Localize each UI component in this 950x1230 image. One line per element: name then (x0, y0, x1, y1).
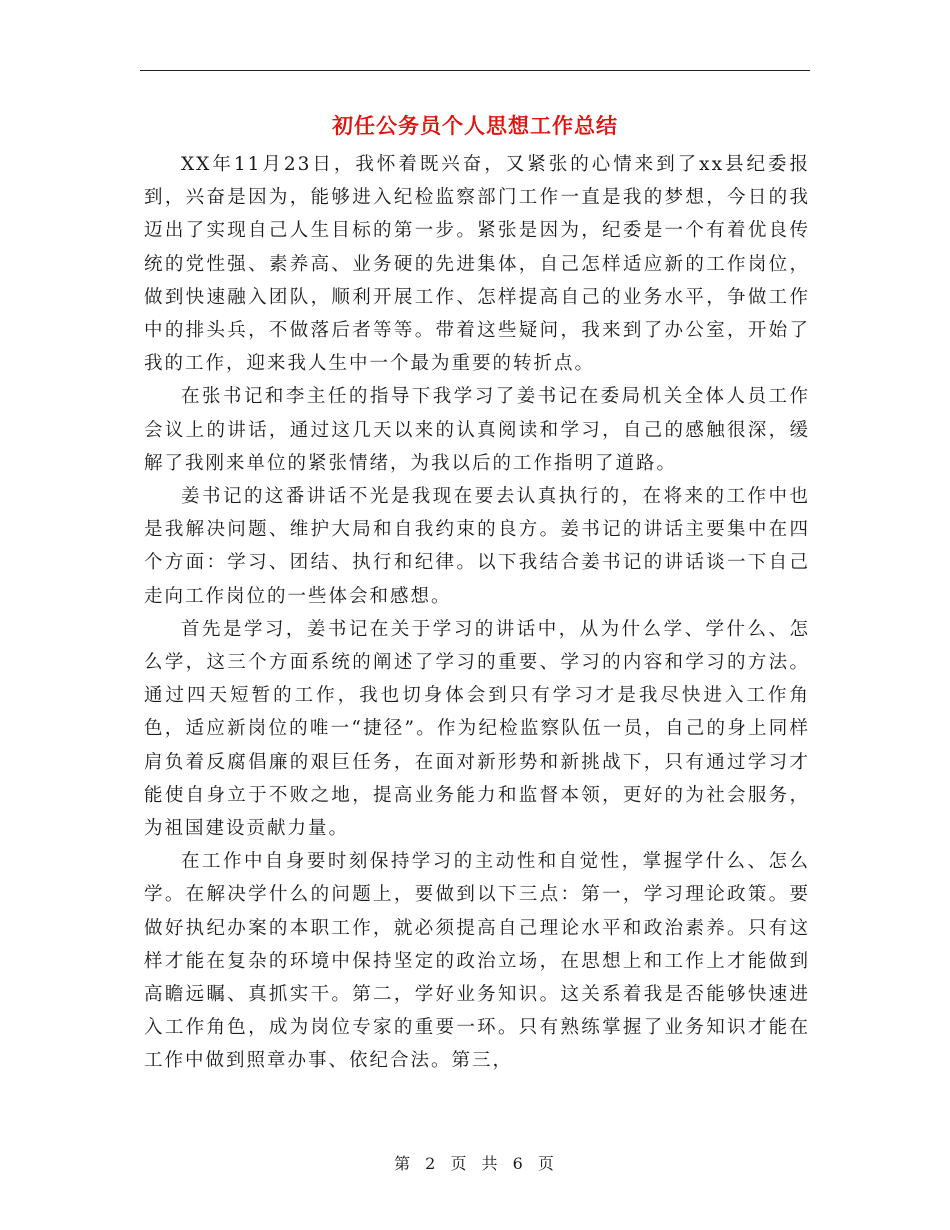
paragraph: 在工作中自身要时刻保持学习的主动性和自觉性，掌握学什么、怎么学。在解决学什么的问题上，要做到以下三点：第一，学习理论政策。要做好执纪办案的本职工作，就必须提高自己理论水平和政治素养。只有这样才能在复杂的环境中保持坚定的政治立场，在思想上和工作上才能做到高瞻远瞩、真抓实干。第二，学好业务知识。这关系着我是否能够快速进入工作角色，成为岗位专家的重要一环。只有熟练掌握了业务知识才能在工作中做到照章办事、依纪合法。第三， (144, 851, 810, 1072)
paragraph: 首先是学习，姜书记在关于学习的讲话中，从为什么学、学什么、怎么学，这三个方面系统的阐述了学习的重要、学习的内容和学习的方法。通过四天短暂的工作，我也切身体会到只有学习才是我尽快进入工作角色，适应新岗位的唯一“捷径”。作为纪检监察队伍一员，自己的身上同样肩负着反腐倡廉的艰巨任务，在面对新形势和新挑战下，只有通过学习才能使自身立于不败之地，提高业务能力和监督本领，更好的为社会服务，为祖国建设贡献力量。 (144, 618, 810, 840)
document-body (144, 148, 810, 1078)
header-rule (140, 70, 810, 71)
paragraph: 在张书记和李主任的指导下我学习了姜书记在委局机关全体人员工作会议上的讲话，通过这几天以来的认真阅读和学习，自己的感触很深，缓解了我刚来单位的紧张情绪，为我以后的工作指明了道路。 (144, 386, 810, 474)
paragraph: XX年11月23日，我怀着既兴奋，又紧张的心情来到了xx县纪委报到，兴奋是因为，能够进入纪检监察部门工作一直是我的梦想，今日的我迈出了实现自己人生目标的第一步。紧张是因为，纪委是一个有着优良传统的党性强、素养高、业务硬的先进集体，自己怎样适应新的工作岗位，做到快速融入团队，顺利开展工作、怎样提高自己的业务水平，争做工作中的排头兵，不做落后者等等。带着这些疑问，我来到了办公室，开始了我的工作，迎来我人生中一个最为重要的转折点。 (144, 154, 810, 375)
paragraph: 姜书记的这番讲话不光是我现在要去认真执行的，在将来的工作中也是我解决问题、维护大局和自我约束的良方。姜书记的讲话主要集中在四个方面：学习、团结、执行和纪律。以下我结合姜书记的讲话谈一下自己走向工作岗位的一些体会和感想。 (144, 486, 810, 607)
page-footer: 第 2 页 共 6 页 (394, 1154, 556, 1173)
document-title: 初任公务员个人思想工作总结 (332, 113, 618, 138)
